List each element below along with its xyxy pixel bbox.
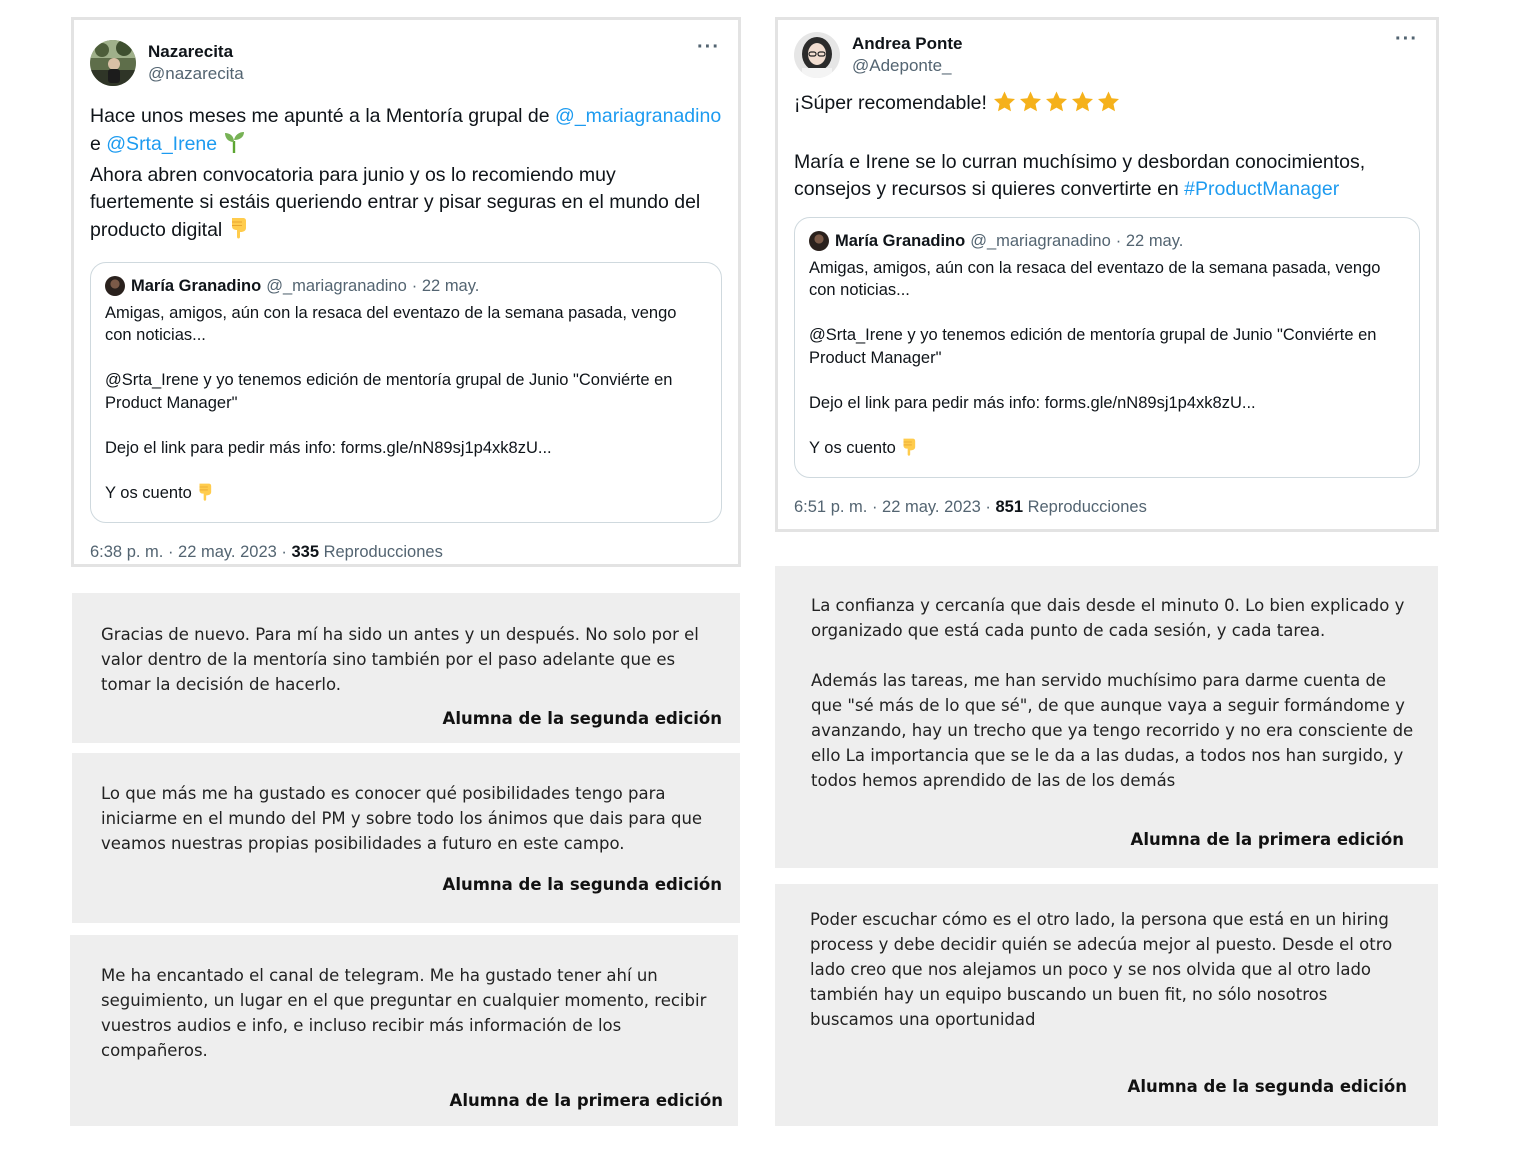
tweet-text [794, 90, 1420, 203]
testimonial-card [775, 884, 1438, 1126]
quoted-text-line: con noticias... [809, 281, 910, 299]
tweet-text-line: Ahora abren convocatoria para junio y os lo recomiendo muy [90, 164, 616, 186]
avatar [105, 276, 125, 296]
avatar-photo-icon [794, 32, 840, 78]
quoted-author-handle: @_mariagranadino [266, 277, 407, 295]
testimonial-line: compañeros. [101, 1041, 208, 1060]
quoted-text-line: Amigas, amigos, aún con la resaca del eventazo de la semana pasada, vengo [809, 258, 1381, 277]
tweet-header [90, 38, 722, 88]
testimonial-card [70, 935, 738, 1126]
quoted-text-line: con noticias... [105, 326, 206, 344]
testimonial-author: Alumna de la segunda edición [442, 875, 722, 894]
testimonial-line: avanzando, hay un trecho que ya tengo recorrido y no era consciente de [811, 721, 1414, 740]
views-label: Reproducciones [1023, 498, 1147, 516]
tweet-text-line: producto digital [90, 219, 223, 241]
quoted-text-line: Y os cuento [105, 483, 192, 502]
user-handle[interactable]: @Adeponte_ [852, 56, 952, 75]
tweet-text-line: e [90, 133, 107, 155]
display-name[interactable]: Andrea Ponte [852, 34, 963, 53]
testimonial-card [72, 593, 740, 743]
quoted-author-handle: @_mariagranadino [970, 232, 1111, 250]
pointing-down-icon [228, 216, 248, 248]
quoted-author-name: María Granadino [131, 277, 262, 295]
hashtag-link[interactable]: #ProductManager [1184, 178, 1340, 200]
avatar[interactable] [90, 40, 136, 86]
star-icon [1018, 90, 1043, 114]
star-rating [992, 90, 1122, 122]
testimonial-line: vuestros audios e info, e incluso recibir más información de los [101, 1016, 622, 1035]
testimonial-line: Además las tareas, me han servido muchísimo para darme cuenta de [811, 671, 1387, 690]
testimonial-line: ello La importancia que se le da a las dudas, a todos nos han surgido, y [811, 746, 1404, 765]
tweet-timestamp[interactable]: 6:38 p. m. · 22 may. 2023 · [90, 543, 292, 561]
avatar [809, 231, 829, 251]
tweet-text [90, 103, 722, 248]
more-options-icon[interactable]: ··· [697, 36, 720, 58]
testimonial-line: organizado que está cada punto de cada sesión, y cada tarea. [811, 621, 1326, 640]
testimonial-author: Alumna de la primera edición [449, 1091, 723, 1110]
quoted-text-line: Amigas, amigos, aún con la resaca del eventazo de la semana pasada, vengo [105, 303, 677, 322]
quoted-text-line: Dejo el link para pedir más info: forms.gle/nN89sj1p4xk8zU... [105, 438, 552, 457]
tweet-timestamp[interactable]: 6:51 p. m. · 22 may. 2023 · [794, 498, 996, 516]
tweet-text-line: fuertemente si estáis queriendo entrar y pisar seguras en el mundo del [90, 191, 701, 213]
testimonial-line: también hay un equipo buscando un buen fit, no sólo nosotros [810, 985, 1328, 1004]
testimonial-line: Poder escuchar cómo es el otro lado, la persona que está en un hiring [810, 910, 1389, 929]
testimonial-line: todos hemos aprendido de las de los demás [811, 771, 1176, 790]
display-name[interactable]: Nazarecita [148, 42, 234, 61]
testimonial-line: lado creo que nos alejamos un poco y se nos olvida que al otro lado [810, 960, 1372, 979]
more-options-icon[interactable]: ··· [1395, 28, 1418, 50]
quoted-date: · 22 may. [1115, 232, 1184, 250]
star-icon [1070, 90, 1095, 114]
tweet-andrea-ponte[interactable] [775, 17, 1439, 532]
star-icon [992, 90, 1017, 114]
testimonial-line: Lo que más me ha gustado es conocer qué posibilidades tengo para [101, 784, 666, 803]
testimonial-line: iniciarme en el mundo del PM y sobre todo los ánimos que dais para que [101, 809, 703, 828]
mention-link[interactable]: @_mariagranadino [555, 105, 722, 127]
quoted-text-line: @Srta_Irene y yo tenemos edición de mentoría grupal de Junio "Conviérte en [105, 371, 673, 389]
testimonial-text [810, 907, 1430, 1032]
quoted-author-name: María Granadino [835, 232, 966, 250]
testimonial-text [101, 963, 721, 1063]
quoted-text-line: Product Manager" [105, 393, 238, 412]
testimonial-line: La confianza y cercanía que dais desde el minuto 0. Lo bien explicado y [811, 596, 1405, 615]
quoted-tweet[interactable] [90, 262, 722, 523]
views-label: Reproducciones [319, 543, 443, 561]
views-count: 335 [291, 543, 319, 561]
testimonial-author: Alumna de la primera edición [1130, 830, 1404, 849]
testimonial-text [101, 781, 721, 856]
testimonial-line: veamos nuestras propias posibilidades a futuro en este campo. [101, 834, 625, 853]
tweet-text-line: consejos y recursos si quieres convertirte en [794, 178, 1185, 200]
testimonial-line: seguimiento, un lugar en el que preguntar en cualquier momento, recibir [101, 991, 707, 1010]
testimonial-author: Alumna de la segunda edición [442, 709, 722, 728]
testimonial-card [72, 753, 740, 923]
avatar-photo-icon [90, 40, 136, 86]
testimonial-line: Me ha encantado el canal de telegram. Me ha gustado tener ahí un [101, 966, 658, 985]
testimonial-line [811, 643, 1431, 668]
quoted-date: · 22 may. [411, 277, 480, 295]
tweet-nazarecita[interactable] [71, 17, 741, 567]
testimonial-line: valor dentro de la mentoría sino también por el paso adelante que es [101, 650, 676, 669]
star-icon [1044, 90, 1069, 114]
tweet-text-line: Hace unos meses me apunté a la Mentoría grupal de [90, 105, 556, 127]
quoted-text-line: @Srta_Irene y yo tenemos edición de mentoría grupal de Junio "Conviérte en [809, 326, 1377, 344]
testimonial-text [811, 593, 1431, 793]
testimonial-line: tomar la decisión de hacerlo. [101, 675, 342, 694]
testimonial-line: que "sé más de lo que sé", de que aunque vaya a seguir formándome y [811, 696, 1405, 715]
avatar[interactable] [794, 32, 840, 78]
tweet-text-line: María e Irene se lo curran muchísimo y desbordan conocimientos, [794, 151, 1366, 173]
quoted-tweet[interactable] [794, 217, 1420, 478]
user-handle[interactable]: @nazarecita [148, 64, 244, 83]
testimonial-line: buscamos una oportunidad [810, 1010, 1036, 1029]
testimonial-line: Gracias de nuevo. Para mí ha sido un antes y un después. No solo por el [101, 625, 699, 644]
testimonial-author: Alumna de la segunda edición [1127, 1077, 1407, 1096]
quoted-text-line: Y os cuento [809, 438, 896, 457]
pointing-down-icon [196, 482, 213, 509]
testimonial-line: process y debe decidir quién se adecúa mejor al puesto. Desde el otro [810, 935, 1393, 954]
testimonial-text [101, 622, 721, 697]
tweet-header [794, 30, 1420, 80]
views-count: 851 [995, 498, 1023, 516]
mention-link[interactable]: @Srta_Irene [106, 133, 218, 155]
quoted-text-line: Dejo el link para pedir más info: forms.gle/nN89sj1p4xk8zU... [809, 393, 1256, 412]
star-icon [1096, 90, 1121, 114]
seedling-icon [223, 130, 245, 162]
tweet-footer [794, 498, 1420, 538]
pointing-down-icon [900, 437, 917, 464]
tweet-footer [90, 543, 722, 583]
quoted-text-line: Product Manager" [809, 348, 942, 367]
testimonial-card [775, 566, 1438, 868]
tweet-text-line: ¡Súper recomendable! [794, 92, 993, 114]
